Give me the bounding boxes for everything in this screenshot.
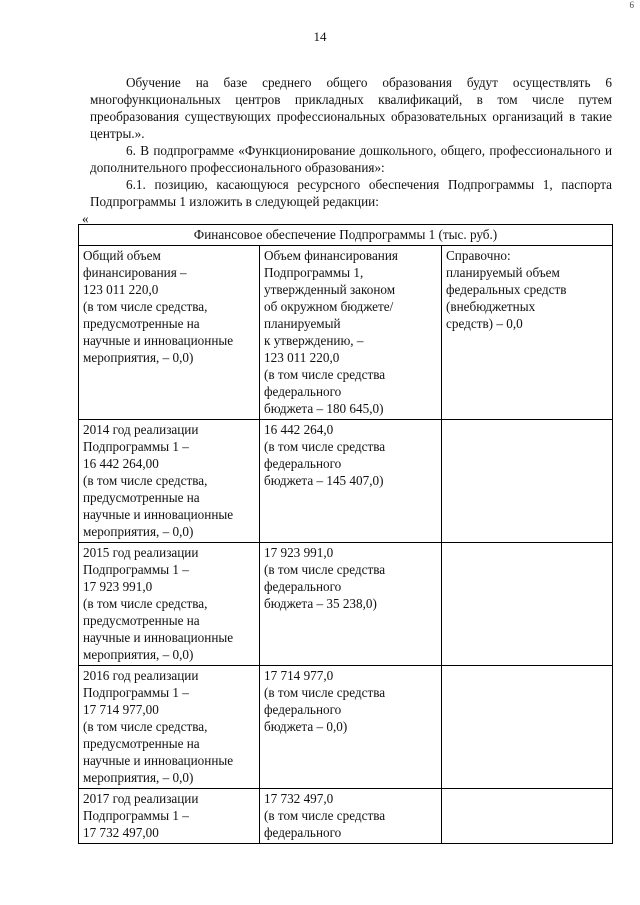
- paragraph-subprogram: 6. В подпрограмме «Функционирование дошкольного, общего, профессионального и дополнительного профессионального образования»:: [90, 143, 612, 175]
- corner-mark: 6: [629, 0, 634, 10]
- page-number: 14: [313, 29, 327, 44]
- paragraph-position: 6.1. позицию, касающуюся ресурсного обеспечения Подпрограммы 1, паспорта Подпрограммы 1 изложить в следующей редакции:: [90, 177, 612, 209]
- table-row: [79, 666, 613, 789]
- year-2014-cell: 2014 год реализации Подпрограммы 1 – 16 442 264,00 (в том числе средства, предусмотренные на научные и инновационные мероприятия, – 0,0): [79, 420, 260, 543]
- year-2016-cell: 2016 год реализации Подпрограммы 1 – 17 714 977,00 (в том числе средства, предусмотренные на научные и инновационные мероприятия, – 0,0): [79, 666, 260, 789]
- year-2017-cell: 2017 год реализации Подпрограммы 1 – 17 732 497,00: [79, 789, 260, 844]
- reference-cell: Справочно: планируемый объем федеральных средств (внебюджетных средств) – 0,0: [442, 246, 613, 420]
- table-title: Финансовое обеспечение Подпрограммы 1 (тыс. руб.): [79, 225, 613, 246]
- paragraph-centers: Обучение на базе среднего общего образования будут осуществлять 6 многофункциональных центров прикладных квалификаций, в том числе путем преобразования существующих профессиональных образовательных организаций в такие центры.».: [90, 75, 612, 141]
- table-row: [79, 246, 613, 420]
- year-2015-amount-cell: 17 923 991,0 (в том числе средства федерального бюджета – 35 238,0): [260, 543, 442, 666]
- year-2014-amount-cell: 16 442 264,0 (в том числе средства федерального бюджета – 145 407,0): [260, 420, 442, 543]
- year-2015-cell: 2015 год реализации Подпрограммы 1 – 17 923 991,0 (в том числе средства, предусмотренные на научные и инновационные мероприятия, – 0,0): [79, 543, 260, 666]
- document-body-2: [90, 142, 612, 176]
- budget-financing-cell: Объем финансирования Подпрограммы 1, утвержденный законом об окружном бюджете/ планируемый к утверждению, – 123 011 220,0 (в том числе средства федерального бюджета – 180 645,0): [260, 246, 442, 420]
- financing-table: [78, 224, 613, 844]
- opening-quote: «: [82, 211, 89, 226]
- table-row: [79, 543, 613, 666]
- empty-cell: [442, 789, 613, 844]
- year-2017-amount-cell: 17 732 497,0 (в том числе средства федерального: [260, 789, 442, 844]
- table-row: [79, 789, 613, 844]
- year-2016-amount-cell: 17 714 977,0 (в том числе средства федерального бюджета – 0,0): [260, 666, 442, 789]
- table-header-row: [79, 225, 613, 246]
- empty-cell: [442, 420, 613, 543]
- table-row: [79, 420, 613, 543]
- empty-cell: [442, 543, 613, 666]
- total-financing-cell: Общий объем финансирования – 123 011 220,0 (в том числе средства, предусмотренные на научные и инновационные мероприятия, – 0,0): [79, 246, 260, 420]
- document-body-3: [90, 176, 612, 210]
- empty-cell: [442, 666, 613, 789]
- document-body: [90, 74, 612, 142]
